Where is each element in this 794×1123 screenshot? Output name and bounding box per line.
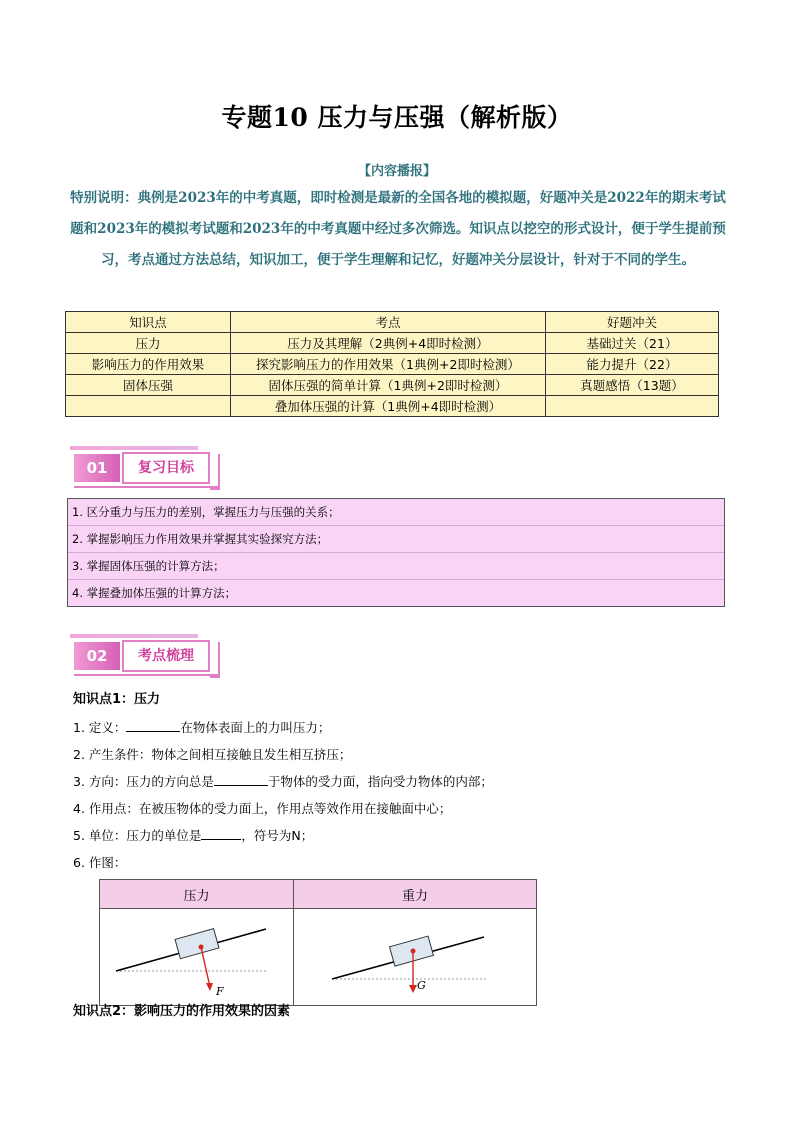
block-body [175, 929, 219, 959]
knowledge-item: 4. 作用点：在被压物体的受力面上，作用点等效作用在接触面中心； [73, 801, 452, 816]
pressure-force-diagram [100, 909, 293, 1001]
knowledge-item [73, 718, 330, 736]
table-row [66, 396, 719, 417]
item-text: ，符号为N； [241, 828, 314, 843]
table-cell: 真题感悟（13题） [546, 375, 719, 396]
topics-table [65, 311, 719, 417]
gravity-force-diagram [294, 909, 536, 1001]
table-cell: 影响压力的作用效果 [66, 354, 231, 375]
block [175, 929, 219, 959]
item-text: 5. 单位：压力的单位是 [73, 828, 202, 843]
content-broadcast-label: 【内容播报】 [357, 164, 436, 179]
tag-decoration [74, 674, 220, 676]
force-diagram-table [99, 879, 537, 1006]
knowledge-item [73, 826, 313, 844]
table-cell: 固体压强 [66, 375, 231, 396]
knowledge-point-heading: 知识点1：压力 [73, 692, 161, 707]
gravity-diagram-cell [294, 909, 537, 1006]
table-cell: 叠加体压强的计算（1典例+4即时检测） [231, 396, 546, 417]
table-cell: 固体压强的简单计算（1典例+2即时检测） [231, 375, 546, 396]
table-cell [546, 396, 719, 417]
fill-blank [201, 827, 241, 840]
item-text: 1. 定义： [73, 720, 127, 735]
force-label-g: G [417, 979, 426, 992]
item-text: 3. 方向：压力的方向总是 [73, 774, 214, 789]
item-text: 在物体表面上的力叫压力； [180, 720, 331, 735]
table-row [66, 354, 719, 375]
section-number: 02 [74, 642, 120, 670]
arrow-head [206, 983, 213, 991]
page-title: 专题10 压力与压强（解析版） [221, 103, 573, 132]
section-tag-review-goals [70, 446, 220, 488]
table-header: 好题冲关 [546, 312, 719, 333]
knowledge-item [73, 772, 493, 790]
goal-item: 1. 区分重力与压力的差别，掌握压力与压强的关系； [68, 499, 724, 526]
knowledge-item: 2. 产生条件：物体之间相互接触且发生相互挤压； [73, 747, 352, 762]
item-text: 于物体的受力面，指向受力物体的内部； [267, 774, 493, 789]
tag-decoration [70, 634, 198, 638]
diagram-header-gravity: 重力 [294, 880, 537, 909]
force-label-f: F [216, 985, 224, 998]
fill-blank [214, 773, 268, 786]
section-label: 复习目标 [122, 452, 210, 484]
table-cell: 探究影响压力的作用效果（1典例+2即时检测） [231, 354, 546, 375]
table-cell: 基础过关（21） [546, 333, 719, 354]
fill-blank [126, 719, 180, 732]
table-cell: 压力及其理解（2典例+4即时检测） [231, 333, 546, 354]
table-header: 知识点 [66, 312, 231, 333]
diagram-header-pressure: 压力 [100, 880, 294, 909]
goal-item: 3. 掌握固体压强的计算方法； [68, 553, 724, 580]
table-header-row [66, 312, 719, 333]
table-cell: 压力 [66, 333, 231, 354]
special-note: 特别说明：典例是2023年的中考真题，即时检测是最新的全国各地的模拟题，好题冲关是2022年的期末考试题和2023年的模拟考试题和2023年的中考真题中经过多次筛选。知识点以挖空的形式设计，便于学生提前预习，考点通过方法总结，知识加工，便于学生理解和记忆，好题冲关分层设计，针对于不同的学生。 [70, 190, 726, 268]
section-number: 01 [74, 454, 120, 482]
tag-decoration [210, 454, 220, 490]
tag-decoration [210, 642, 220, 678]
section-tag-key-points [70, 634, 220, 676]
pressure-diagram-cell [100, 909, 294, 1006]
table-header: 考点 [231, 312, 546, 333]
goal-item: 4. 掌握叠加体压强的计算方法； [72, 586, 237, 600]
table-row [66, 375, 719, 396]
table-row [66, 333, 719, 354]
pressure-arrow [201, 947, 210, 987]
goal-item: 2. 掌握影响压力作用效果并掌握其实验探究方法； [68, 526, 724, 553]
knowledge-item: 6. 作图： [73, 855, 127, 870]
review-goals-box [67, 498, 725, 607]
section-label: 考点梳理 [122, 640, 210, 672]
table-cell [66, 396, 231, 417]
tag-decoration [74, 486, 220, 488]
arrow-head [409, 985, 417, 993]
tag-decoration [70, 446, 198, 450]
table-cell: 能力提升（22） [546, 354, 719, 375]
knowledge-point-heading: 知识点2：影响压力的作用效果的因素 [73, 1004, 291, 1019]
